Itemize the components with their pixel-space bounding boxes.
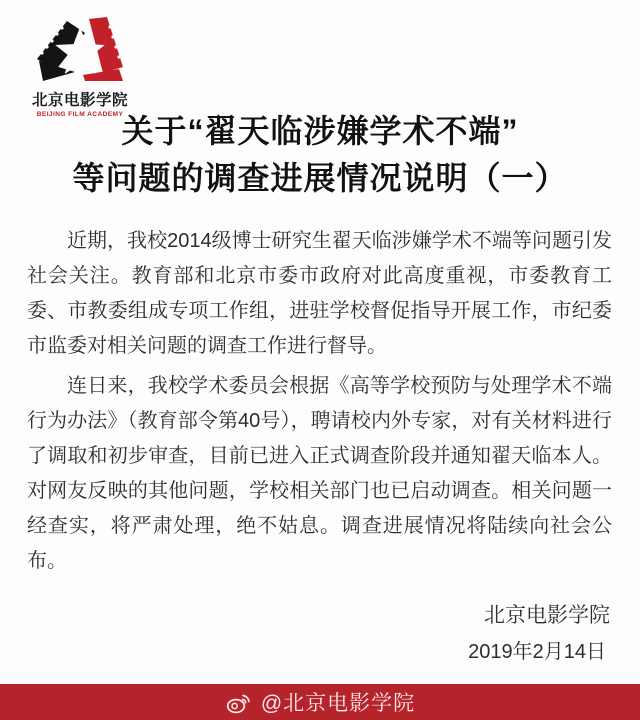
title-line-2: 等问题的调查进展情况说明（一） xyxy=(72,160,568,196)
logo-name-en: BEIJING FILM ACADEMY xyxy=(36,111,124,118)
weibo-handle: @北京电影学院 xyxy=(260,692,416,715)
signature-block xyxy=(0,601,640,666)
signature-date: 2019年2月14日 xyxy=(468,641,606,663)
title-line-1: 关于“翟天临涉嫌学术不端” xyxy=(121,113,519,149)
paragraph-1: 近期，我校2014级博士研究生翟天临涉嫌学术不端等问题引发社会关注。教育部和北京市委市政府对此高度重视，市委教育工委、市教委组成专项工作组，进驻学校督促指导开展工作，市纪委市监委对相关问题的调查工作进行督导。 xyxy=(27,230,612,357)
logo-name-cn: 北京电影学院 xyxy=(31,92,128,109)
footer-bar xyxy=(0,684,640,720)
statement-body xyxy=(0,224,640,579)
paragraph-2: 连日来，我校学术委员会根据《高等学校预防与处理学术不端行为办法》（教育部令第40号），聘请校内外专家，对有关材料进行了调取和初步审查，目前已进入正式调查阶段并通知翟天临本人。对网友反映的其他问题，学校相关部门也已启动调查。相关问题一经查实，将严肃处理，绝不姑息。调查进展情况将陆续向社会公布。 xyxy=(27,375,612,572)
bfa-logo xyxy=(30,17,130,118)
signature-org: 北京电影学院 xyxy=(484,604,610,627)
film-strips-star-icon xyxy=(33,17,128,81)
weibo-icon xyxy=(225,690,252,715)
